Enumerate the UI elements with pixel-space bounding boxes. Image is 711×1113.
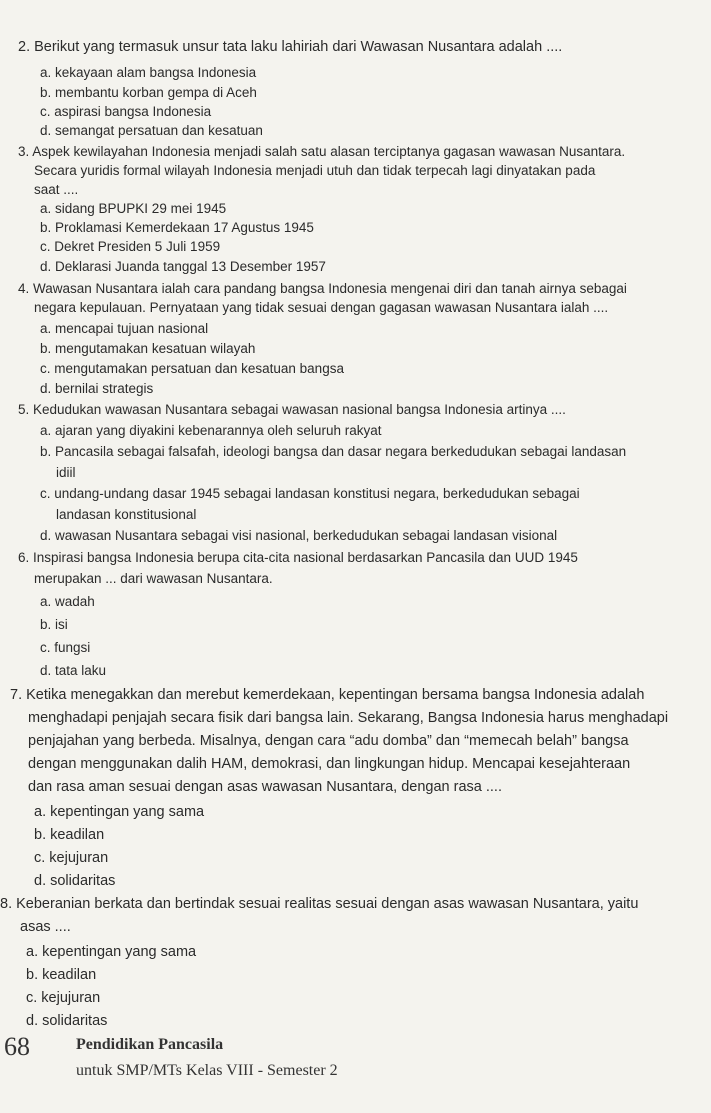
q3-option-b: b. Proklamasi Kemerdekaan 17 Agustus 1945 — [40, 220, 314, 235]
q6-option-a: a. wadah — [40, 594, 95, 609]
q7-option-a: a. kepentingan yang sama — [34, 804, 205, 820]
q3-option-d: d. Deklarasi Juanda tanggal 13 Desember 1957 — [40, 259, 326, 274]
q8-option-c: c. kejujuran — [26, 990, 101, 1006]
q3-stem-line1: 3. Aspek kewilayahan Indonesia menjadi salah satu alasan terciptanya gagasan wawasan Nusantara. — [18, 144, 626, 159]
q7-stem-line5: dan rasa aman sesuai dengan asas wawasan Nusantara, dengan rasa .... — [28, 779, 502, 795]
q8-option-b: b. keadilan — [26, 967, 97, 983]
q4-option-b: b. mengutamakan kesatuan wilayah — [40, 341, 256, 356]
q8-stem-line1: 8. Keberanian berkata dan bertindak sesuai realitas sesuai dengan asas wawasan Nusantara, yaitu — [0, 896, 639, 912]
q6-stem-line1: 6. Inspirasi bangsa Indonesia berupa cita-cita nasional berdasarkan Pancasila dan UUD 1945 — [18, 550, 578, 565]
q2-stem: 2. Berikut yang termasuk unsur tata laku lahiriah dari Wawasan Nusantara adalah .... — [18, 39, 563, 55]
q2-option-b: b. membantu korban gempa di Aceh — [40, 85, 257, 100]
q7-option-b: b. keadilan — [34, 827, 105, 843]
q3-stem-line3: saat .... — [34, 182, 79, 197]
q5-option-b-line1: b. Pancasila sebagai falsafah, ideologi bangsa dan dasar negara berkedudukan sebagai landasan — [40, 444, 627, 459]
book-subtitle: untuk SMP/MTs Kelas VIII - Semester 2 — [76, 1062, 338, 1079]
q6-option-d: d. tata laku — [40, 663, 107, 678]
page-number: 68 — [4, 1032, 30, 1061]
q5-option-d: d. wawasan Nusantara sebagai visi nasional, berkedudukan sebagai landasan visional — [40, 528, 558, 543]
q2-option-a: a. kekayaan alam bangsa Indonesia — [40, 65, 257, 80]
q5-option-b-line2: idiil — [56, 465, 76, 480]
q3-option-c: c. Dekret Presiden 5 Juli 1959 — [40, 239, 221, 254]
q8-stem-line2: asas .... — [20, 919, 71, 935]
q4-stem-line1: 4. Wawasan Nusantara ialah cara pandang bangsa Indonesia mengenai diri dan tanah airnya sebagai — [18, 281, 627, 296]
q8-option-a: a. kepentingan yang sama — [26, 944, 197, 960]
q7-stem-line1: 7. Ketika menegakkan dan merebut kemerdekaan, kepentingan bersama bangsa Indonesia adalah — [10, 687, 645, 703]
q6-option-b: b. isi — [40, 617, 68, 632]
q5-option-c-line2: landasan konstitusional — [56, 507, 197, 522]
q7-option-d: d. solidaritas — [34, 873, 116, 889]
q7-stem-line4: dengan menggunakan dalih HAM, demokrasi, dan lingkungan hidup. Mencapai kesejahteraan — [28, 756, 631, 772]
q4-option-a: a. mencapai tujuan nasional — [40, 321, 209, 336]
q3-stem-line2: Secara yuridis formal wilayah Indonesia menjadi utuh dan tidak terpecah lagi dinyatakan pada — [34, 163, 596, 178]
q7-option-c: c. kejujuran — [34, 850, 109, 866]
q6-option-c: c. fungsi — [40, 640, 91, 655]
q4-option-c: c. mengutamakan persatuan dan kesatuan bangsa — [40, 361, 344, 376]
q6-stem-line2: merupakan ... dari wawasan Nusantara. — [34, 571, 273, 586]
q2-option-d: d. semangat persatuan dan kesatuan — [40, 123, 263, 138]
q5-option-a: a. ajaran yang diyakini kebenarannya oleh seluruh rakyat — [40, 423, 382, 438]
q7-stem-line2: menghadapi penjajah secara fisik dari bangsa lain. Sekarang, Bangsa Indonesia harus menghadapi — [28, 710, 669, 726]
q5-option-c-line1: c. undang-undang dasar 1945 sebagai landasan konstitusi negara, berkedudukan sebagai — [40, 486, 580, 501]
q2-option-c: c. aspirasi bangsa Indonesia — [40, 104, 212, 119]
q5-stem: 5. Kedudukan wawasan Nusantara sebagai wawasan nasional bangsa Indonesia artinya .... — [18, 402, 566, 417]
q3-option-a: a. sidang BPUPKI 29 mei 1945 — [40, 201, 227, 216]
q7-stem-line3: penjajahan yang berbeda. Misalnya, dengan cara “adu domba” dan “memecah belah” bangsa — [28, 733, 629, 749]
book-title: Pendidikan Pancasila — [76, 1036, 224, 1053]
q4-stem-line2: negara kepulauan. Pernyataan yang tidak sesuai dengan gagasan wawasan Nusantara ialah .... — [34, 300, 609, 315]
q8-option-d: d. solidaritas — [26, 1013, 108, 1029]
q4-option-d: d. bernilai strategis — [40, 381, 154, 396]
